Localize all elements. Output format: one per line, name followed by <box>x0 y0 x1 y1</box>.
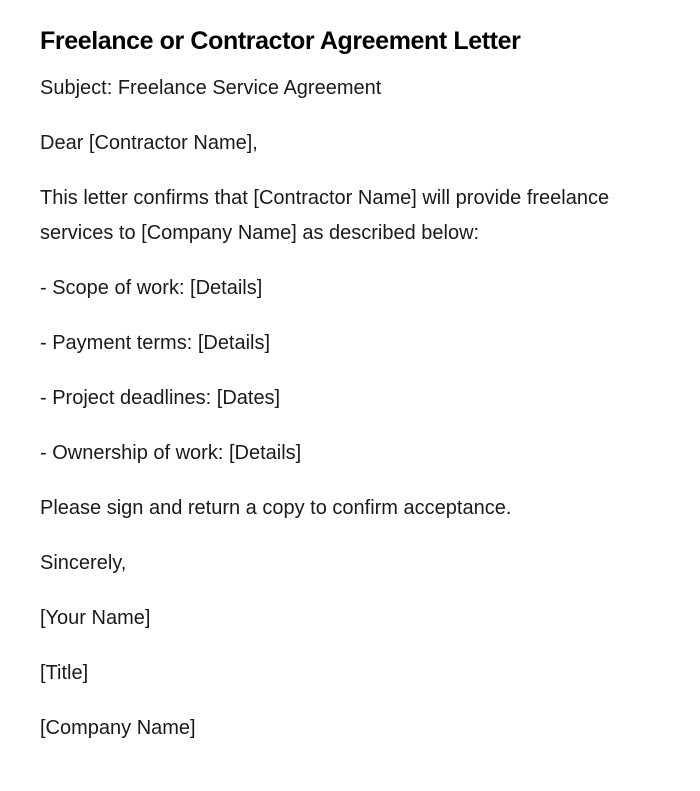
greeting: Dear [Contractor Name], <box>40 132 258 154</box>
closing-request: Please sign and return a copy to confirm acceptance. <box>40 497 512 519</box>
terms-list <box>40 271 660 471</box>
sender-title: [Title] <box>40 662 89 684</box>
sender-company: [Company Name] <box>40 717 196 739</box>
document-title: Freelance or Contractor Agreement Letter <box>40 27 521 55</box>
subject-line: Subject: Freelance Service Agreement <box>40 77 382 99</box>
term-ownership-of-work: - Ownership of work: [Details] <box>40 442 302 464</box>
term-scope-of-work: - Scope of work: [Details] <box>40 277 263 299</box>
intro-paragraph: This letter confirms that [Contractor Name] will provide freelance services to [Company Name] as described below: <box>40 187 610 244</box>
signoff: Sincerely, <box>40 552 127 574</box>
term-project-deadlines: - Project deadlines: [Dates] <box>40 387 281 409</box>
letter-document <box>40 26 660 766</box>
term-payment-terms: - Payment terms: [Details] <box>40 332 271 354</box>
sender-name: [Your Name] <box>40 607 151 629</box>
